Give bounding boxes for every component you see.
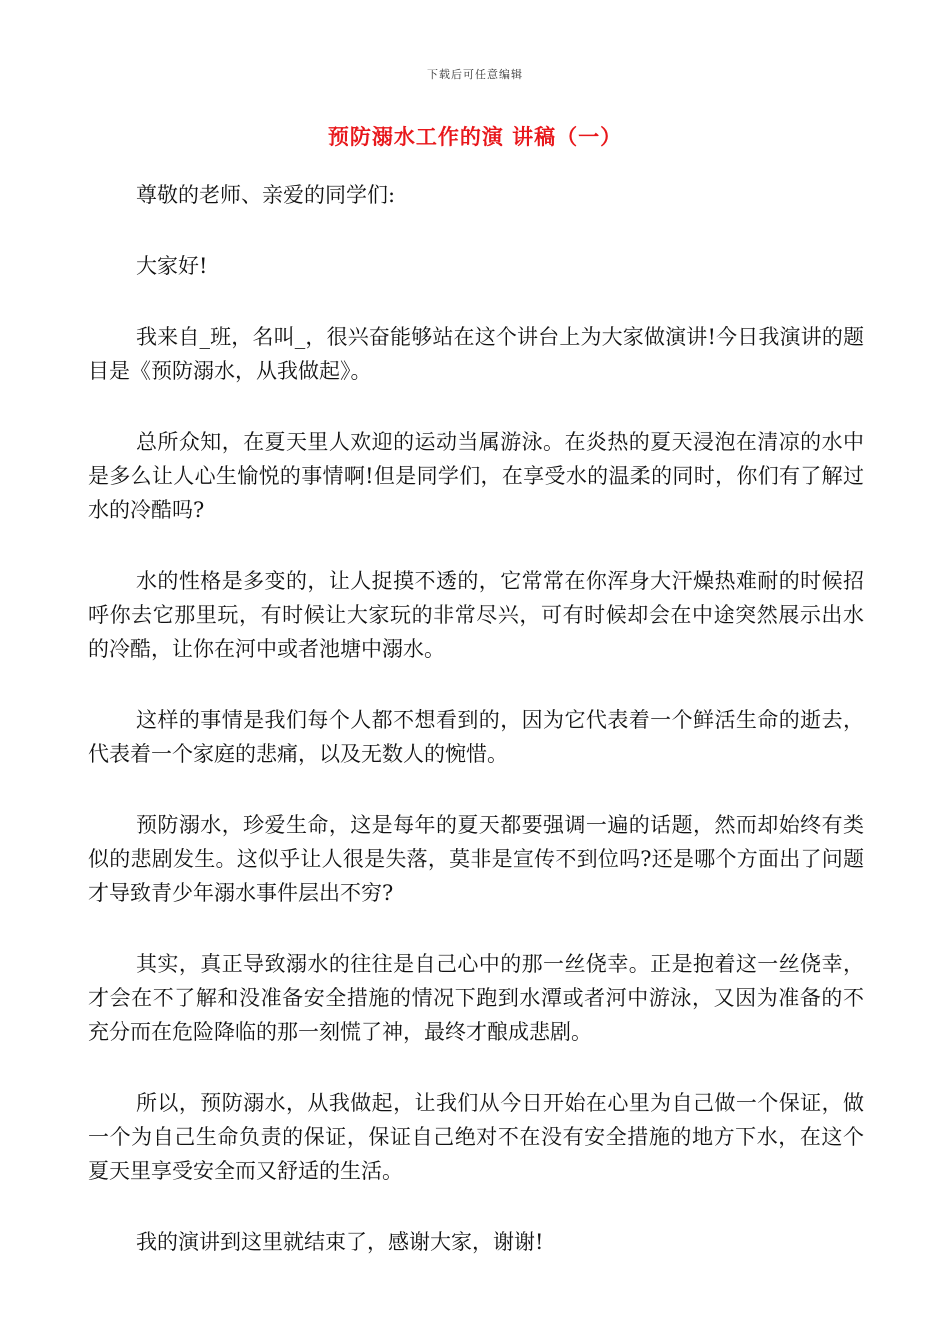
paragraph-summer-swimming: 总所众知，在夏天里人欢迎的运动当属游泳。在炎热的夏天浸泡在清凉的水中是多么让人心生愉悦的事情啊!但是同学们，在享受水的温柔的同时，你们有了解过水的冷酷吗? [88, 430, 864, 522]
paragraph-hello: 大家好! [136, 254, 208, 278]
document-title: 预防溺水工作的演 讲稿（一） [327, 124, 623, 149]
paragraph-closing: 我的演讲到这里就结束了，感谢大家，谢谢! [136, 1230, 544, 1254]
paragraph-cause: 其实，真正导致溺水的往往是自己心中的那一丝侥幸。正是抱着这一丝侥幸，才会在不了解和没准备安全措施的情况下跑到水潭或者河中游泳，又因为准备的不充分而在危险降临的那一刻慌了神，最终才酿成悲剧。 [88, 952, 864, 1044]
header-note: 下载后可任意编辑 [427, 68, 523, 81]
paragraph-prevention: 预防溺水，珍爱生命，这是每年的夏天都要强调一遍的话题，然而却始终有类似的悲剧发生。这似乎让人很是失落，莫非是宣传不到位吗?还是哪个方面出了问题才导致青少年溺水事件层出不穷? [88, 813, 864, 905]
paragraph-pledge: 所以，预防溺水，从我做起，让我们从今日开始在心里为自己做一个保证，做一个为自己生命负责的保证，保证自己绝对不在没有安全措施的地方下水，在这个夏天里享受安全而又舒适的生活。 [88, 1091, 864, 1183]
speech-body [88, 178, 864, 1296]
paragraph-greeting: 尊敬的老师、亲爱的同学们: [136, 183, 396, 207]
paragraph-introduction: 我来自_班，名叫_，很兴奋能够站在这个讲台上为大家做演讲!今日我演讲的题目是《预防溺水，从我做起》。 [88, 325, 864, 383]
paragraph-tragedy: 这样的事情是我们每个人都不想看到的，因为它代表着一个鲜活生命的逝去，代表着一个家庭的悲痛，以及无数人的惋惜。 [88, 708, 864, 766]
paragraph-water-nature: 水的性格是多变的，让人捉摸不透的，它常常在你浑身大汗燥热难耐的时候招呼你去它那里玩，有时候让大家玩的非常尽兴，可有时候却会在中途突然展示出水的冷酷，让你在河中或者池塘中溺水。 [88, 569, 864, 661]
